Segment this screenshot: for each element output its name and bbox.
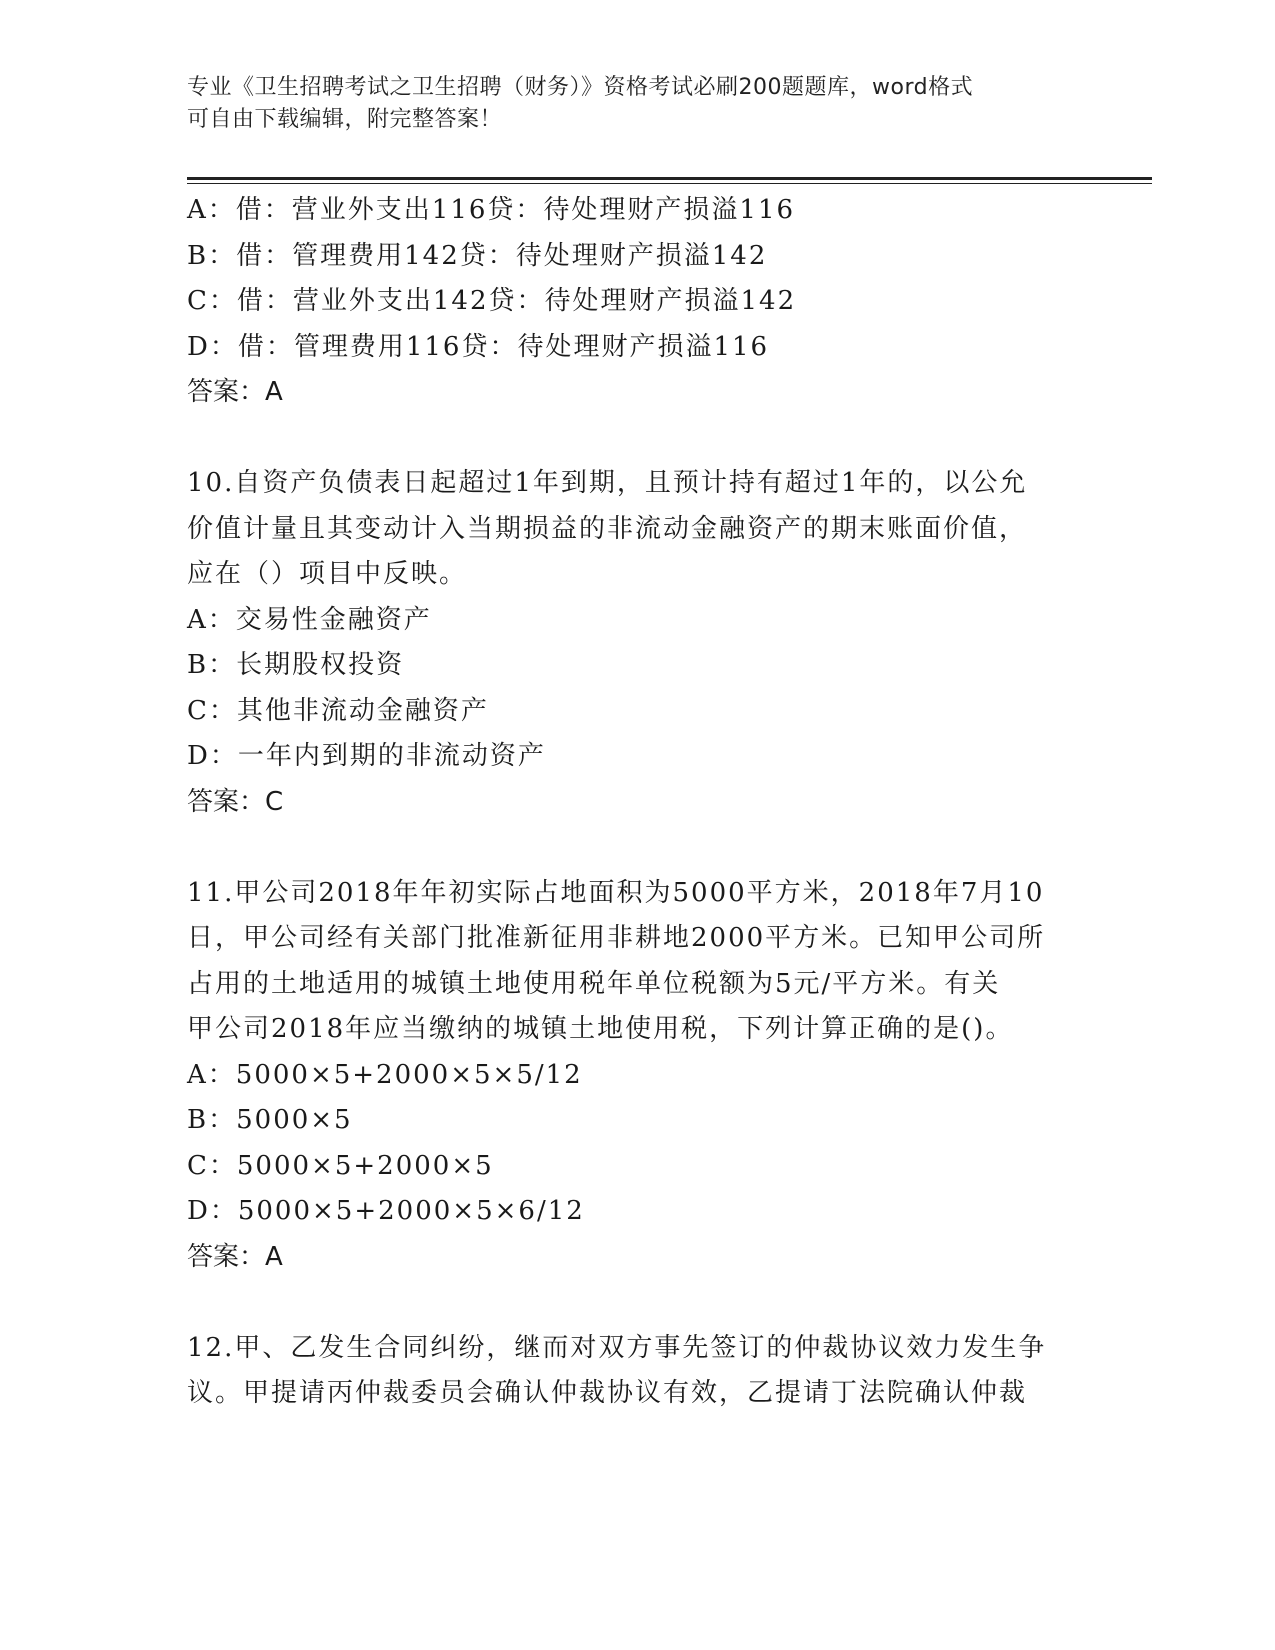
answer: 答案：A xyxy=(187,377,283,407)
document-header xyxy=(187,72,1067,136)
option-c: C：借：营业外支出142贷：待处理财产损溢142 xyxy=(187,286,797,316)
option-c: C：5000×5+2000×5 xyxy=(187,1150,494,1181)
spacer xyxy=(187,825,1087,871)
question-9 xyxy=(187,188,1087,416)
question-text-line: 甲公司2018年应当缴纳的城镇土地使用税，下列计算正确的是()。 xyxy=(187,1014,1014,1044)
option-d: D：5000×5+2000×5×6/12 xyxy=(187,1196,585,1226)
question-text-line: 12.甲、乙发生合同纠纷，继而对双方事先签订的仲裁协议效力发生争 xyxy=(187,1332,1047,1363)
option-d: D：一年内到期的非流动资产 xyxy=(187,741,546,771)
question-text-line: 价值计量且其变动计入当期损益的非流动金融资产的期末账面价值， xyxy=(187,513,1028,544)
spacer xyxy=(187,416,1087,462)
question-text-line: 应在（）项目中反映。 xyxy=(187,559,468,589)
question-text-line: 11.甲公司2018年年初实际占地面积为5000平方米，2018年7月10 xyxy=(187,877,1045,908)
answer: 答案：A xyxy=(187,1241,283,1272)
question-11 xyxy=(187,871,1087,1281)
option-a: A：借：营业外支出116贷：待处理财产损溢116 xyxy=(187,195,796,225)
header-divider-thick xyxy=(187,177,1152,180)
header-line-2: 可自由下载编辑，附完整答案！ xyxy=(187,107,503,132)
question-12 xyxy=(187,1326,1087,1417)
question-text-line: 议。甲提请丙仲裁委员会确认仲裁协议有效，乙提请丁法院确认仲裁 xyxy=(187,1378,1028,1408)
option-c: C：其他非流动金融资产 xyxy=(187,695,489,726)
option-b: B：5000×5 xyxy=(187,1105,353,1135)
header-line-1: 专业《卫生招聘考试之卫生招聘（财务）》资格考试必刷200题题库，word格式 xyxy=(187,75,974,100)
option-b: B：长期股权投资 xyxy=(187,650,405,680)
question-text-line: 占用的土地适用的城镇土地使用税年单位税额为5元/平方米。有关 xyxy=(187,968,1001,999)
document-body xyxy=(187,188,1087,1417)
question-text-line: 10.自资产负债表日起超过1年到期，且预计持有超过1年的，以公允 xyxy=(187,468,1028,498)
header-divider-thin xyxy=(187,183,1152,184)
option-a: A：交易性金融资产 xyxy=(187,604,432,635)
spacer xyxy=(187,1280,1087,1326)
question-text-line: 日，甲公司经有关部门批准新征用非耕地2000平方米。已知甲公司所 xyxy=(187,923,1046,953)
option-a: A：5000×5+2000×5×5/12 xyxy=(187,1059,583,1090)
answer: 答案：C xyxy=(187,786,284,817)
option-b: B：借：管理费用142贷：待处理财产损溢142 xyxy=(187,240,768,271)
question-10 xyxy=(187,461,1087,825)
option-d: D：借：管理费用116贷：待处理财产损溢116 xyxy=(187,331,770,362)
